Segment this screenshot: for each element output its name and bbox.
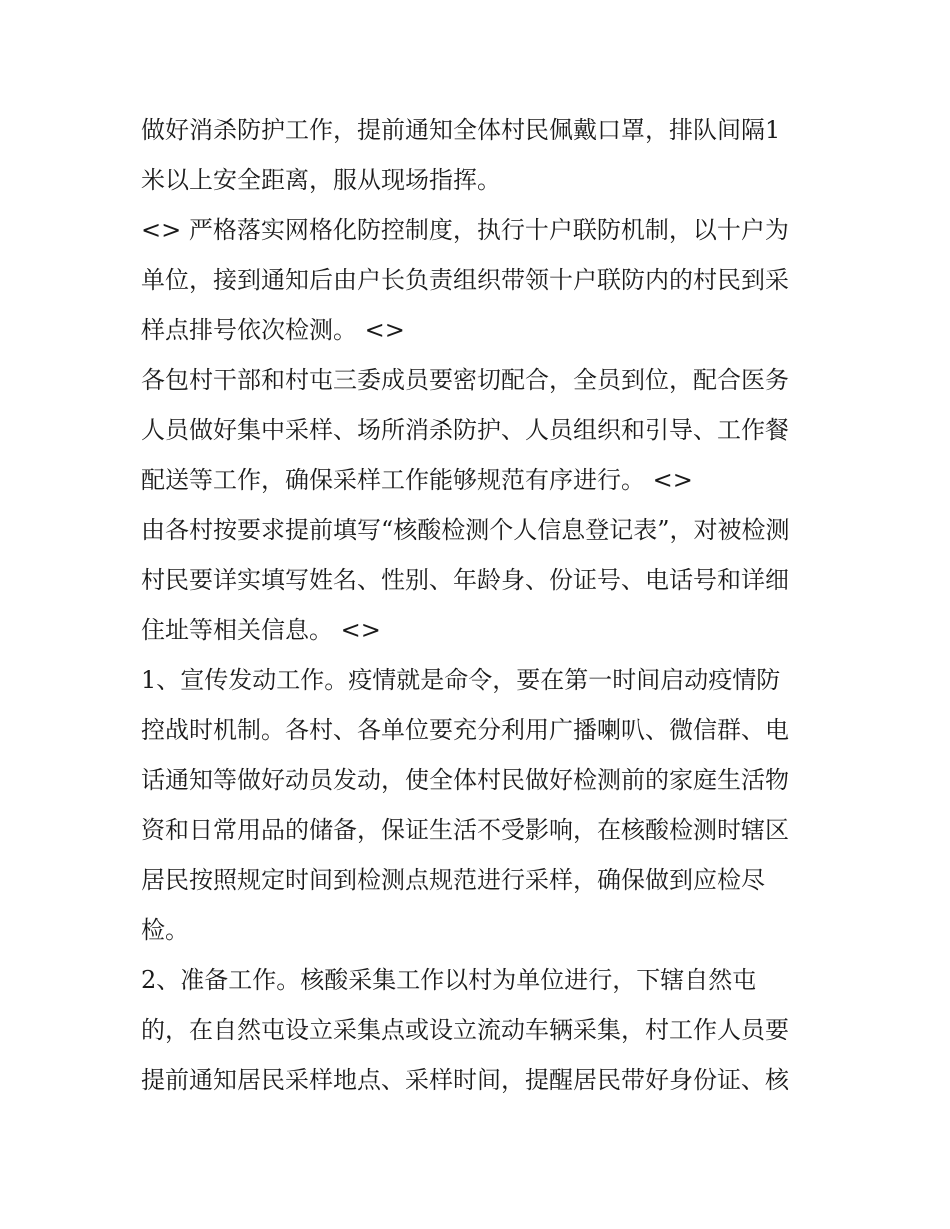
text-line: <> 严格落实网格化防控制度，执行十户联防机制，以十户为 xyxy=(141,216,789,244)
text-line: 居民按照规定时间到检测点规范进行采样，确保做到应检尽 xyxy=(141,866,765,894)
text-line: 2、准备工作。核酸采集工作以村为单位进行，下辖自然屯 xyxy=(141,966,757,994)
text-line: 提前通知居民采样地点、采样时间，提醒居民带好身份证、核 xyxy=(141,1066,789,1094)
text-line: 控战时机制。各村、各单位要充分利用广播喇叭、微信群、电 xyxy=(141,716,789,744)
text-line: 村民要详实填写姓名、性别、年龄身、份证号、电话号和详细 xyxy=(141,566,789,594)
text-line: 话通知等做好动员发动，使全体村民做好检测前的家庭生活物 xyxy=(141,766,789,794)
text-line: 检。 xyxy=(141,916,189,944)
text-line: 资和日常用品的储备，保证生活不受影响，在核酸检测时辖区 xyxy=(141,816,789,844)
text-line: 米以上安全距离，服从现场指挥。 xyxy=(141,166,501,194)
text-line: 单位，接到通知后由户长负责组织带领十户联防内的村民到采 xyxy=(141,266,789,294)
text-line: 的，在自然屯设立采集点或设立流动车辆采集，村工作人员要 xyxy=(141,1016,789,1044)
text-line: 配送等工作，确保采样工作能够规范有序进行。 <> xyxy=(141,466,693,494)
text-line: 住址等相关信息。 <> xyxy=(141,616,381,644)
text-line: 人员做好集中采样、场所消杀防护、人员组织和引导、工作餐 xyxy=(141,416,789,444)
text-line: 做好消杀防护工作，提前通知全体村民佩戴口罩，排队间隔1 xyxy=(141,116,781,144)
text-line: 各包村干部和村屯三委成员要密切配合，全员到位，配合医务 xyxy=(141,366,789,394)
text-line: 由各村按要求提前填写“核酸检测个人信息登记表”，对被检测 xyxy=(141,516,790,544)
text-line: 样点排号依次检测。 <> xyxy=(141,316,405,344)
text-line: 1、宣传发动工作。疫情就是命令，要在第一时间启动疫情防 xyxy=(141,666,781,694)
